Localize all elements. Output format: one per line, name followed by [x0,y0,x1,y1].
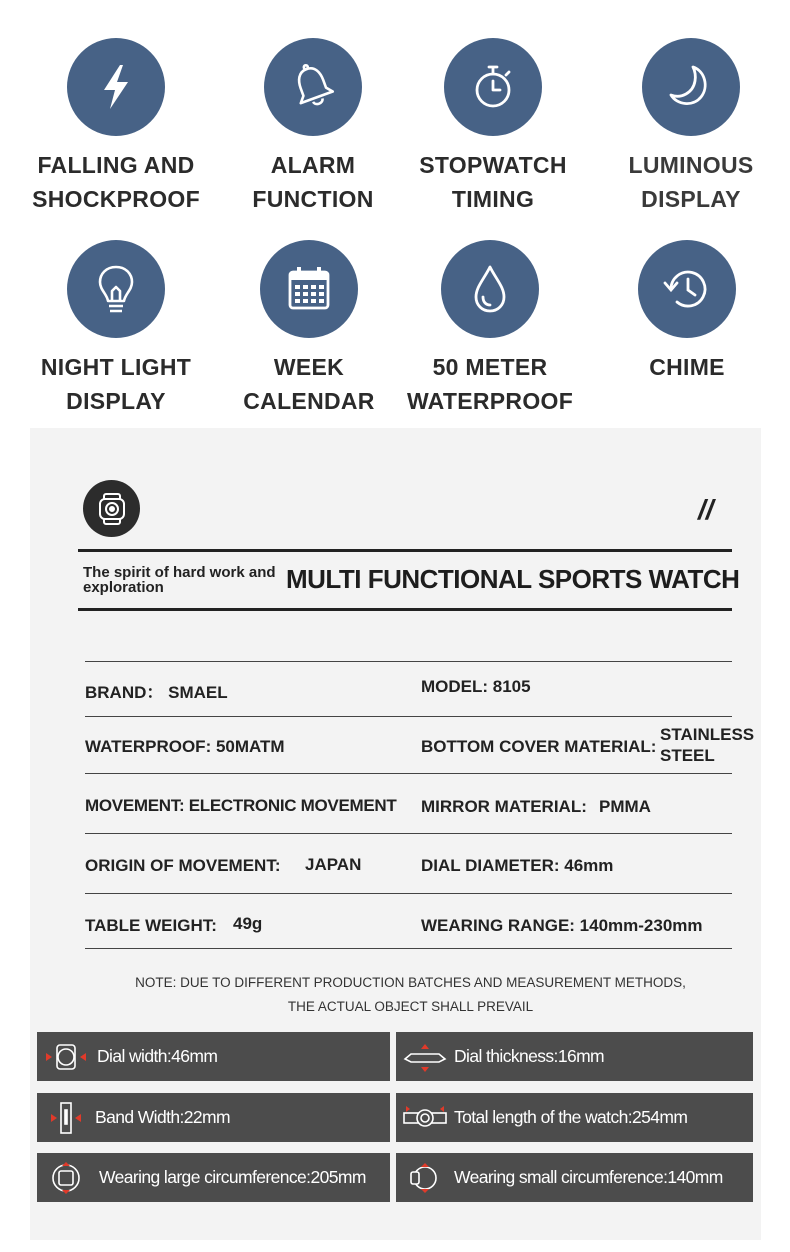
spec-divider [85,948,732,949]
slogan: The spirit of hard work and exploration [83,564,276,596]
header-rule-bottom [78,608,732,611]
feature-night-light [21,240,211,418]
spec-bottom-cover-label: BOTTOM COVER MATERIAL: [421,737,657,756]
feature-shockproof [21,38,211,216]
spec-mirror-label: MIRROR MATERIAL: [421,797,587,816]
history-clock-icon [638,240,736,338]
dimension-text: Wearing large circumference:205mm [99,1167,366,1187]
feature-label: LUMINOUS DISPLAY [628,152,754,212]
disclaimer-line-2: THE ACTUAL OBJECT SHALL PREVAIL [287,999,534,1014]
spec-mirror-value: PMMA [599,797,651,816]
dial-width-icon [37,1032,95,1081]
spec-model: MODEL: 8105 [421,677,531,696]
feature-label: STOPWATCH TIMING [419,152,567,212]
feature-stopwatch [398,38,588,216]
feature-luminous [596,38,786,216]
feature-label: WEEK CALENDAR [243,354,375,414]
feature-label: ALARM FUNCTION [252,152,374,212]
dimension-text: Band Width:22mm [95,1107,230,1127]
dimension-text: Dial thickness:16mm [454,1046,605,1066]
small-circumference-icon [396,1153,454,1202]
band-width-icon [37,1093,95,1142]
spec-panel [30,428,761,1240]
bell-icon [264,38,362,136]
feature-label: FALLING AND SHOCKPROOF [32,152,200,212]
dial-thickness-icon [396,1032,454,1081]
lightbulb-icon [67,240,165,338]
calendar-icon [260,240,358,338]
feature-alarm [218,38,408,216]
header-rule-top [78,549,732,552]
dimension-text: Dial width:46mm [97,1046,218,1066]
feature-week-calendar [214,240,404,418]
spec-divider [85,716,732,717]
spec-movement: MOVEMENT: ELECTRONIC MOVEMENT [85,796,397,815]
spec-divider [85,833,732,834]
spec-bottom-cover-value: STAINLESS [660,725,755,744]
moon-icon [642,38,740,136]
water-drop-icon [441,240,539,338]
feature-waterproof [395,240,585,418]
spec-bottom-cover-value: STEEL [660,746,715,765]
dimension-bar [37,1093,390,1142]
dimension-bar [37,1153,390,1202]
dimension-text: Total length of the watch:254mm [454,1107,688,1127]
dimension-text: Wearing small circumference:140mm [454,1167,723,1187]
spec-weight-value: 49g [233,914,263,933]
spec-brand: BRAND： SMAEL [85,683,228,702]
large-circumference-icon [37,1153,95,1202]
feature-chime [592,240,782,384]
lightning-icon [67,38,165,136]
total-length-icon [396,1093,454,1142]
spec-origin-label: ORIGIN OF MOVEMENT: [85,856,281,875]
spec-origin-value: JAPAN [305,855,362,874]
spec-weight-label: TABLE WEIGHT: [85,916,217,935]
disclaimer-line-1: NOTE: DUE TO DIFFERENT PRODUCTION BATCHES AND MEASUREMENT METHODS, [135,975,686,990]
spec-waterproof: WATERPROOF: 50MATM [85,737,285,756]
spec-divider [85,893,732,894]
page-title: MULTI FUNCTIONAL SPORTS WATCH [286,564,740,594]
dimension-bar [396,1032,753,1081]
feature-label: NIGHT LIGHT DISPLAY [40,354,192,414]
stopwatch-icon [444,38,542,136]
spec-divider [85,773,732,774]
feature-label: CHIME [649,354,725,380]
spec-dial-diameter: DIAL DIAMETER: 46mm [421,856,614,875]
watch-logo-icon [83,480,140,537]
spec-divider [85,661,732,662]
dimension-bar [396,1153,753,1202]
spec-wearing-range: WEARING RANGE: 140mm-230mm [421,916,703,935]
dimension-bar [37,1032,390,1081]
feature-label: 50 METER WATERPROOF [406,354,574,414]
dimension-bar [396,1093,753,1142]
decorative-slashes: // [698,494,714,525]
